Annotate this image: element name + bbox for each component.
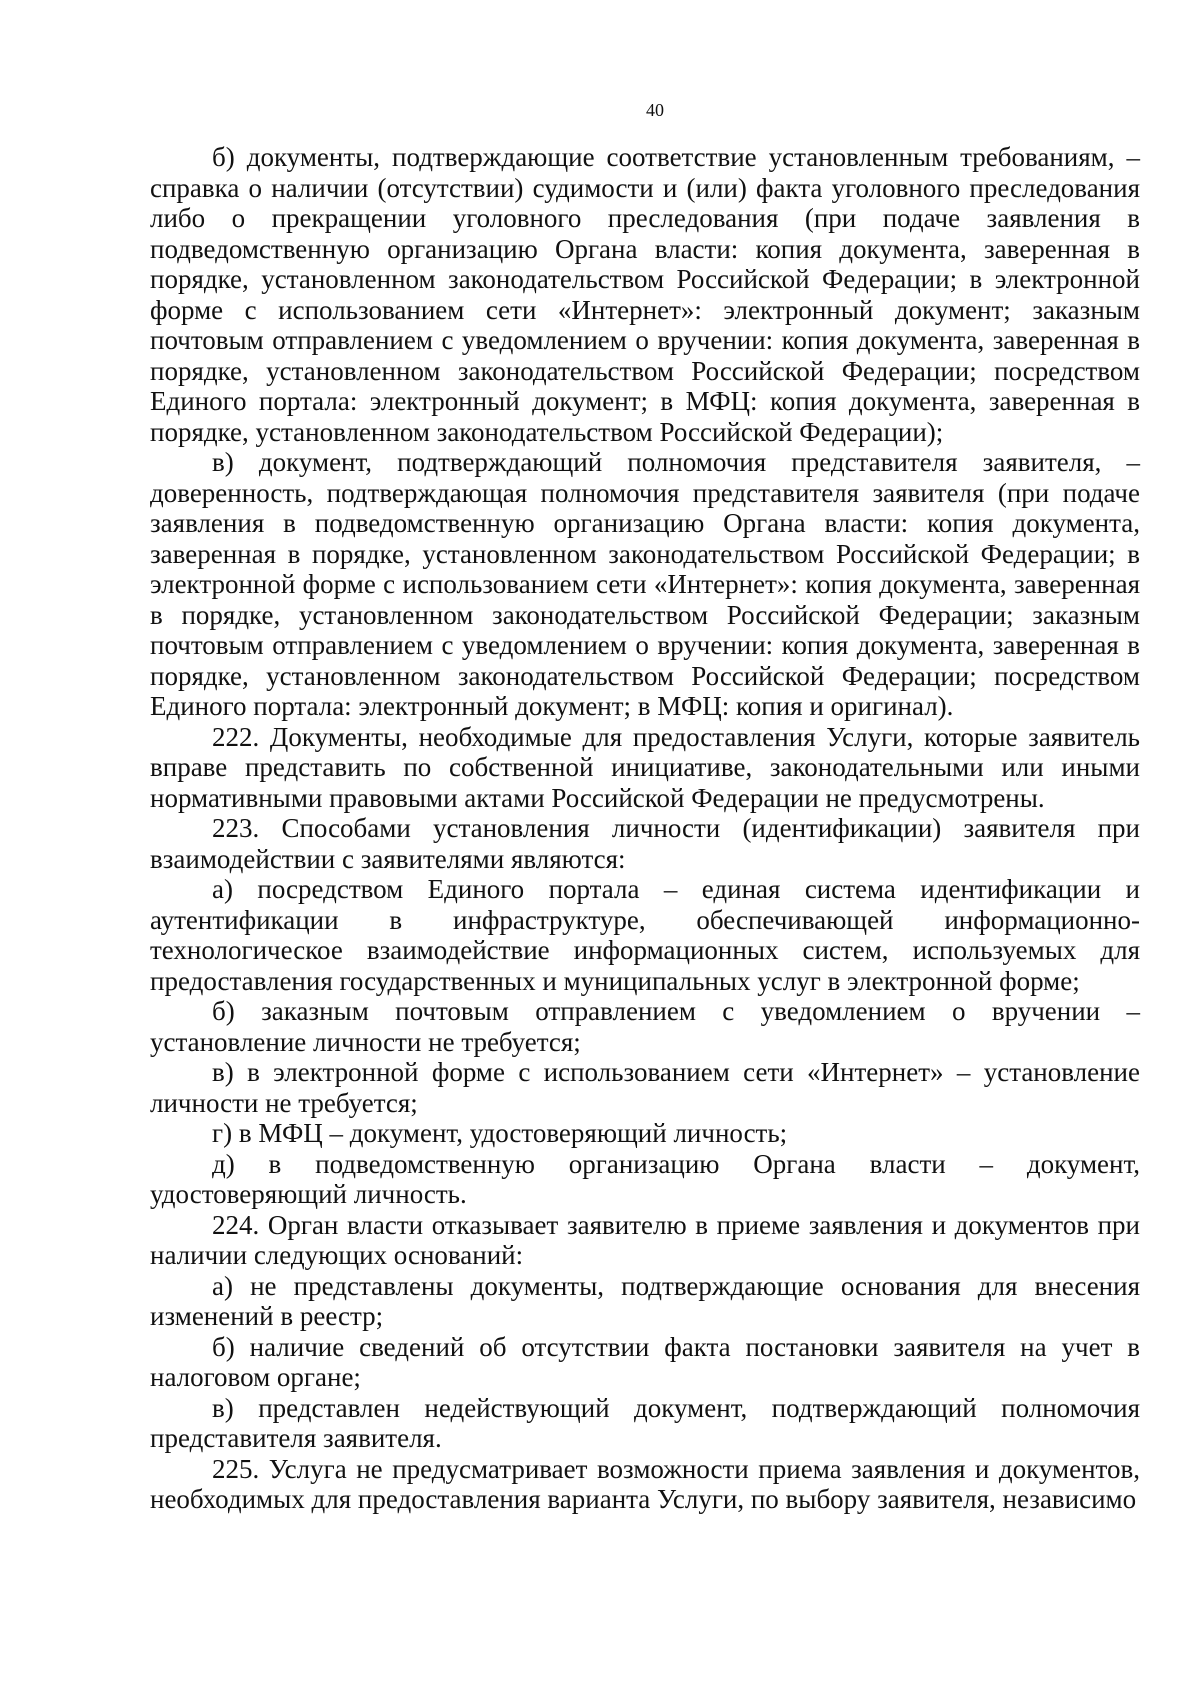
paragraph-223-g: г) в МФЦ – документ, удостоверяющий личность; bbox=[212, 1118, 788, 1148]
paragraph-v-representative-authority: в) документ, подтверждающий полномочия представителя заявителя, – доверенность, подтверждающая полномочия представителя заявителя (при подаче заявления в подведомственную организацию Органа власти: копия документа, заверенная в порядке, установленном законодательством Российской Федерации; в электронной форме с использованием сети «Интернет»: копия документа, заверенная в порядке, установленном законодательством Российской Федерации; заказным почтовым отправлением с уведомлением о вручении: копия документа, заверенная в порядке, установленном законодательством Российской Федерации; посредством Единого портала: электронный документ; в МФЦ: копия и оригинал). bbox=[150, 447, 1140, 721]
paragraph-223-a: а) посредством Единого портала – единая система идентификации и аутентификации в инфраструктуре, обеспечивающей информационно-технологическое взаимодействие информационных систем, используемых для предоставления государственных и муниципальных услуг в электронной форме; bbox=[150, 874, 1140, 996]
document-body bbox=[150, 142, 1140, 1515]
paragraph-223-d: д) в подведомственную организацию Органа власти – документ, удостоверяющий личность. bbox=[150, 1148, 1140, 1209]
paragraph-222: 222. Документы, необходимые для предоставления Услуги, которые заявитель вправе представить по собственной инициативе, законодательными или иными нормативными правовыми актами Российской Федерации не предусмотрены. bbox=[150, 721, 1140, 813]
paragraph-223: 223. Способами установления личности (идентификации) заявителя при взаимодействии с заявителями являются: bbox=[150, 813, 1140, 874]
paragraph-224-b: б) наличие сведений об отсутствии факта постановки заявителя на учет в налоговом органе; bbox=[150, 1331, 1140, 1392]
paragraph-223-v: в) в электронной форме с использованием сети «Интернет» – установление личности не требуется; bbox=[150, 1057, 1140, 1118]
paragraph-225: 225. Услуга не предусматривает возможности приема заявления и документов, необходимых для предоставления варианта Услуги, по выбору заявителя, независимо bbox=[150, 1453, 1140, 1514]
paragraph-223-b: б) заказным почтовым отправлением с уведомлением о вручении – установление личности не требуется; bbox=[150, 996, 1140, 1057]
paragraph-224: 224. Орган власти отказывает заявителю в приеме заявления и документов при наличии следующих оснований: bbox=[150, 1209, 1140, 1270]
paragraph-224-a: а) не представлены документы, подтверждающие основания для внесения изменений в реестр; bbox=[150, 1270, 1140, 1331]
page-number: 40 bbox=[646, 100, 664, 120]
paragraph-b-documents-requirements: б) документы, подтверждающие соответствие установленным требованиям, – справка о наличии (отсутствии) судимости и (или) факта уголовного преследования либо о прекращении уголовного преследования (при подаче заявления в подведомственную организацию Органа власти: копия документа, заверенная в порядке, установленном законодательством Российской Федерации; в электронной форме с использованием сети «Интернет»: электронный документ; заказным почтовым отправлением с уведомлением о вручении: копия документа, заверенная в порядке, установленном законодательством Российской Федерации; посредством Единого портала: электронный документ; в МФЦ: копия документа, заверенная в порядке, установленном законодательством Российской Федерации); bbox=[150, 142, 1140, 447]
paragraph-224-v: в) представлен недействующий документ, подтверждающий полномочия представителя заявителя. bbox=[150, 1392, 1140, 1453]
